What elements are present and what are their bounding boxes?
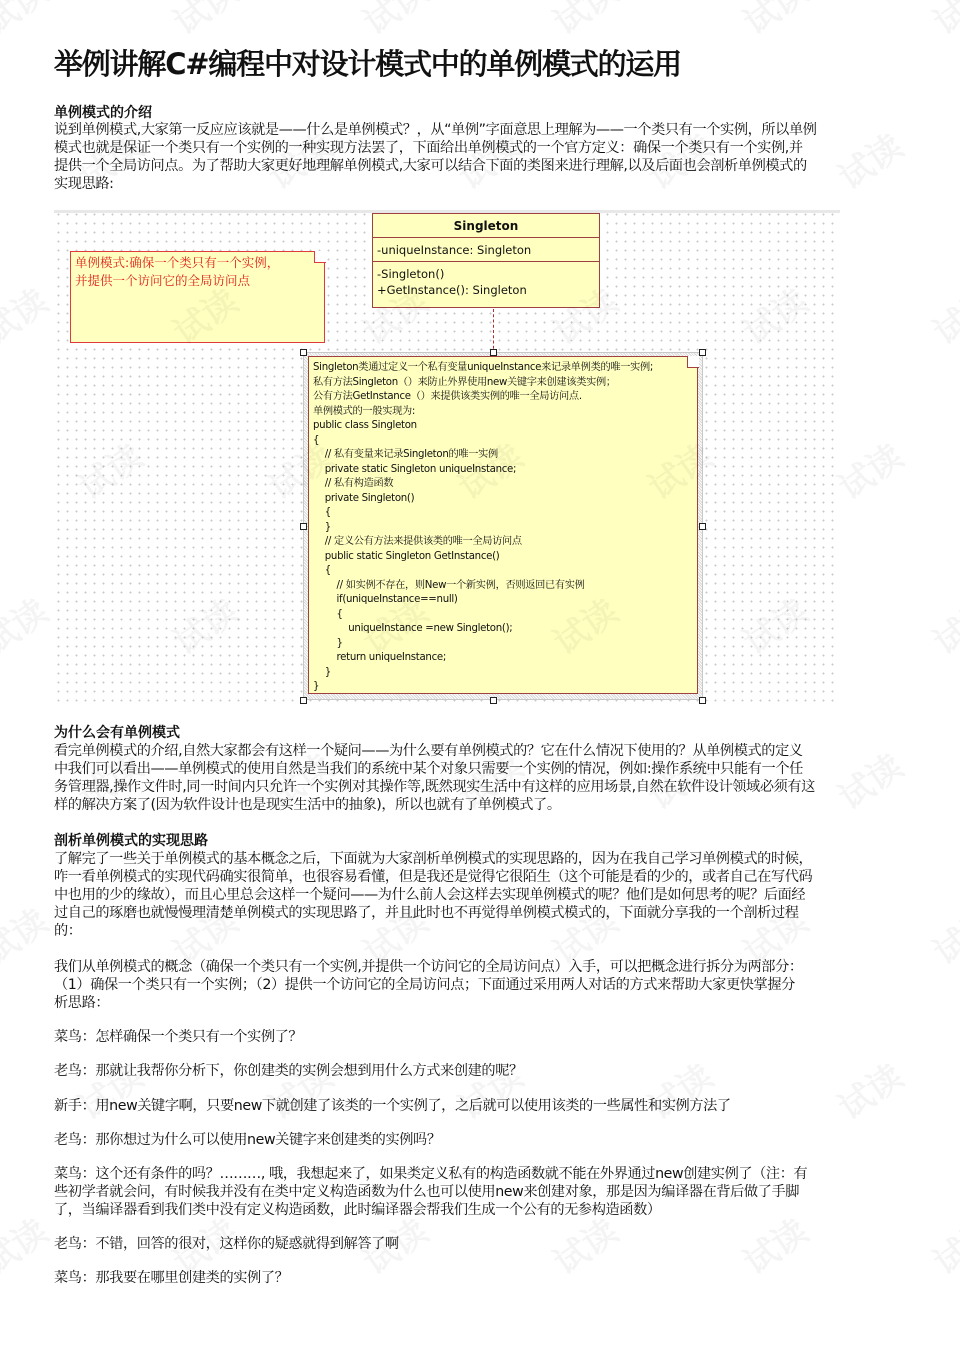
watermark-text <box>732 1205 816 1284</box>
why-line: 务管理器,操作文件时,同一时间内只允许一个实例对其操作等,既然现实生活中有这样的应用场景,自然在软件设计领域必须有这 <box>54 779 815 795</box>
why-line: 看完单例模式的介绍,自然大家都会有这样一个疑问——为什么要有单例模式的？它在什么情况下使用的？从单例模式的定义 <box>54 743 803 759</box>
dialogue-line-expert: 老鸟：不错，回答的很对，这样你的疑惑就得到解答了啊 <box>54 1236 399 1252</box>
uml-operation: -Singleton() <box>377 267 445 281</box>
section-heading-intro: 单例模式的介绍 <box>54 105 152 121</box>
uml-note-definition <box>70 251 325 343</box>
page-title: 举例讲解C#编程中对设计模式中的单例模式的运用 <box>54 47 681 81</box>
code-note-line: // 定义公有方法来提供该类的唯一全局访问点 <box>313 536 522 547</box>
resize-handle[interactable] <box>490 697 497 704</box>
code-note-line: } <box>313 637 343 649</box>
intro-line: 实现思路: <box>54 176 114 192</box>
resize-handle[interactable] <box>300 349 307 356</box>
code-note-line: Singleton类通过定义一个私有变量uniqueInstance来记录单例类的唯一实例; <box>313 362 654 373</box>
watermark-text <box>0 275 56 354</box>
why-line: 中我们可以看出——单例模式的使用自然是当我们的系统中某个对象只需要一个实例的情况，例如:操作系统中只能有一个任 <box>54 761 803 777</box>
note-definition-line: 单例模式:确保一个类只有一个实例， <box>75 255 280 270</box>
watermark-text <box>162 0 246 44</box>
analysis-line: 的： <box>54 923 82 939</box>
code-note-line: private static Singleton uniqueInstance; <box>313 463 517 475</box>
uml-class-operations <box>373 262 599 298</box>
code-note-line: 单例模式的一般实现为: <box>313 405 416 417</box>
note-definition-line: 并提供一个访问它的全局访问点 <box>75 273 251 288</box>
uml-class-singleton <box>372 213 600 308</box>
code-note-line: private Singleton() <box>313 492 415 504</box>
code-note-line: } <box>313 666 331 678</box>
code-note-line: 私有方法Singleton（）来防止外界使用new关键字来创建该类实例； <box>313 376 616 388</box>
watermark-text <box>827 740 911 819</box>
resize-handle[interactable] <box>300 523 307 530</box>
watermark-text <box>827 1050 911 1129</box>
note-fold-corner <box>314 251 326 263</box>
dialogue-line-novice: 菜鸟：那我要在哪里创建类的实例了？ <box>54 1270 289 1286</box>
code-note-line: // 私有构造函数 <box>313 478 394 489</box>
code-note-line: uniqueInstance =new Singleton(); <box>313 623 513 634</box>
watermark-text <box>922 895 960 974</box>
dialogue-line-novice: 菜鸟：这个还有条件的吗？………, 哦，我想起来了，如果类定义私有的构造函数就不能在外界通过new创建实例了（注：有 <box>54 1166 808 1182</box>
dialogue-line-expert: 老鸟：那你想过为什么可以使用new关键字来创建类的实例吗？ <box>54 1132 441 1148</box>
intro-line: 模式也就是保证一个类只有一个实例的一种实现方法罢了，下面给出单例模式的一个官方定义：确保一个类只有一个实例,并 <box>54 140 803 156</box>
code-note-line: } <box>313 681 320 692</box>
why-line: 样的解决方案了(因为软件设计也是现实生活中的抽象)，所以也就有了单例模式了。 <box>54 797 561 813</box>
resize-handle[interactable] <box>490 349 497 356</box>
watermark-text <box>352 0 436 44</box>
uml-class-name: Singleton <box>373 214 599 238</box>
code-note-line: // 私有变量来记录Singleton的唯一实例 <box>313 449 498 460</box>
note-fold-corner <box>687 356 699 368</box>
intro-line: 提供一个全局访问点。为了帮助大家更好地理解单例模式,大家可以结合下面的类图来进行理解,以及后面也会剖析单例模式的 <box>54 158 807 174</box>
code-note-line: { <box>313 507 331 518</box>
uml-operation: +GetInstance(): Singleton <box>377 283 527 297</box>
analysis-line: 了解完了一些关于单例模式的基本概念之后，下面就为大家剖析单例模式的实现思路的，因为在我自己学习单例模式的时候， <box>54 851 813 867</box>
resize-handle[interactable] <box>300 697 307 704</box>
dialogue-line-novice: 些初学者就会问，有时候我并没有在类中定义构造函数为什么也可以使用new来创建对象，那是因为编译器在背后做了手脚 <box>54 1184 800 1200</box>
watermark-text <box>637 1050 721 1129</box>
code-note-line: { <box>313 565 331 576</box>
analysis-line: 过自己的琢磨也就慢慢理清楚单例模式的实现思路了，并且此时也不再觉得单例模式模式的，下面就分享我的一个剖析过程 <box>54 905 799 921</box>
code-note-line: return uniqueInstance; <box>313 652 446 663</box>
concept-line: 析思路： <box>54 995 110 1011</box>
code-note-line: // 如实例不存在，则New一个新实例，否则返回已有实例 <box>313 579 585 591</box>
intro-line: 说到单例模式,大家第一反应应该就是——什么是单例模式？，从“单例”字面意思上理解为——一个类只有一个实例，所以单例 <box>54 122 817 138</box>
watermark-text <box>732 0 816 44</box>
watermark-text <box>922 1205 960 1284</box>
code-note-line: public static Singleton GetInstance() <box>313 550 500 562</box>
section-heading-why: 为什么会有单例模式 <box>54 725 180 741</box>
watermark-text <box>0 1205 56 1284</box>
resize-handle[interactable] <box>699 349 706 356</box>
analysis-line: 中也用的少的缘故），而且心里总会这样一个疑问——为什么前人会这样去实现单例模式的呢？他们是如何思考的呢？后面经 <box>54 887 806 903</box>
resize-handle[interactable] <box>699 523 706 530</box>
code-note-line: { <box>313 608 343 620</box>
dialogue-line-newbie: 新手：用new关键字啊，只要new下就创建了该类的一个实例了，之后就可以使用该类的一些属性和实例方法了 <box>54 1098 731 1114</box>
dialogue-line-expert: 老鸟：那就让我帮你分析下，你创建类的实例会想到用什么方式来创建的呢？ <box>54 1063 523 1079</box>
code-note-line: } <box>313 521 331 533</box>
watermark-text <box>0 585 56 664</box>
watermark-text <box>0 895 56 974</box>
dialogue-line-novice: 菜鸟：怎样确保一个类只有一个实例了？ <box>54 1029 303 1045</box>
concept-line: 我们从单例模式的概念（确保一个类只有一个实例,并提供一个访问它的全局访问点）入手，可以把概念进行拆分为两部分： <box>54 959 803 975</box>
watermark-text <box>922 585 960 664</box>
uml-note-code <box>308 356 698 694</box>
code-note-line: 公有方法GetInstance（）来提供该类实例的唯一全局访问点. <box>313 391 582 402</box>
concept-line: （1）确保一个类只有一个实例；（2）提供一个访问它的全局访问点；下面通过采用两人对话的方式来帮助大家更快掌握分 <box>54 977 795 993</box>
uml-class-attribute: -uniqueInstance: Singleton <box>373 238 599 262</box>
code-note-line: { <box>313 434 320 446</box>
code-note-line: public class Singleton <box>313 420 417 431</box>
code-note-line: if(uniqueInstance==null) <box>313 594 458 605</box>
analysis-line: 咋一看单例模式的实现代码确实很简单，也很容易看懂，但是我还是觉得它很陌生（这个可能是看的少的，或者自己在写代码 <box>54 869 813 885</box>
watermark-text <box>827 120 911 199</box>
dialogue-line-novice: 了，当编译器看到我们类中没有定义构造函数，此时编译器会帮我们生成一个公有的无参构造函数） <box>54 1202 661 1218</box>
resize-handle[interactable] <box>699 697 706 704</box>
watermark-text <box>922 0 960 44</box>
watermark-text <box>922 275 960 354</box>
watermark-text <box>0 0 56 44</box>
note-anchor-connector <box>493 309 494 354</box>
section-heading-analysis: 剖析单例模式的实现思路 <box>54 833 208 849</box>
watermark-text <box>542 0 626 44</box>
